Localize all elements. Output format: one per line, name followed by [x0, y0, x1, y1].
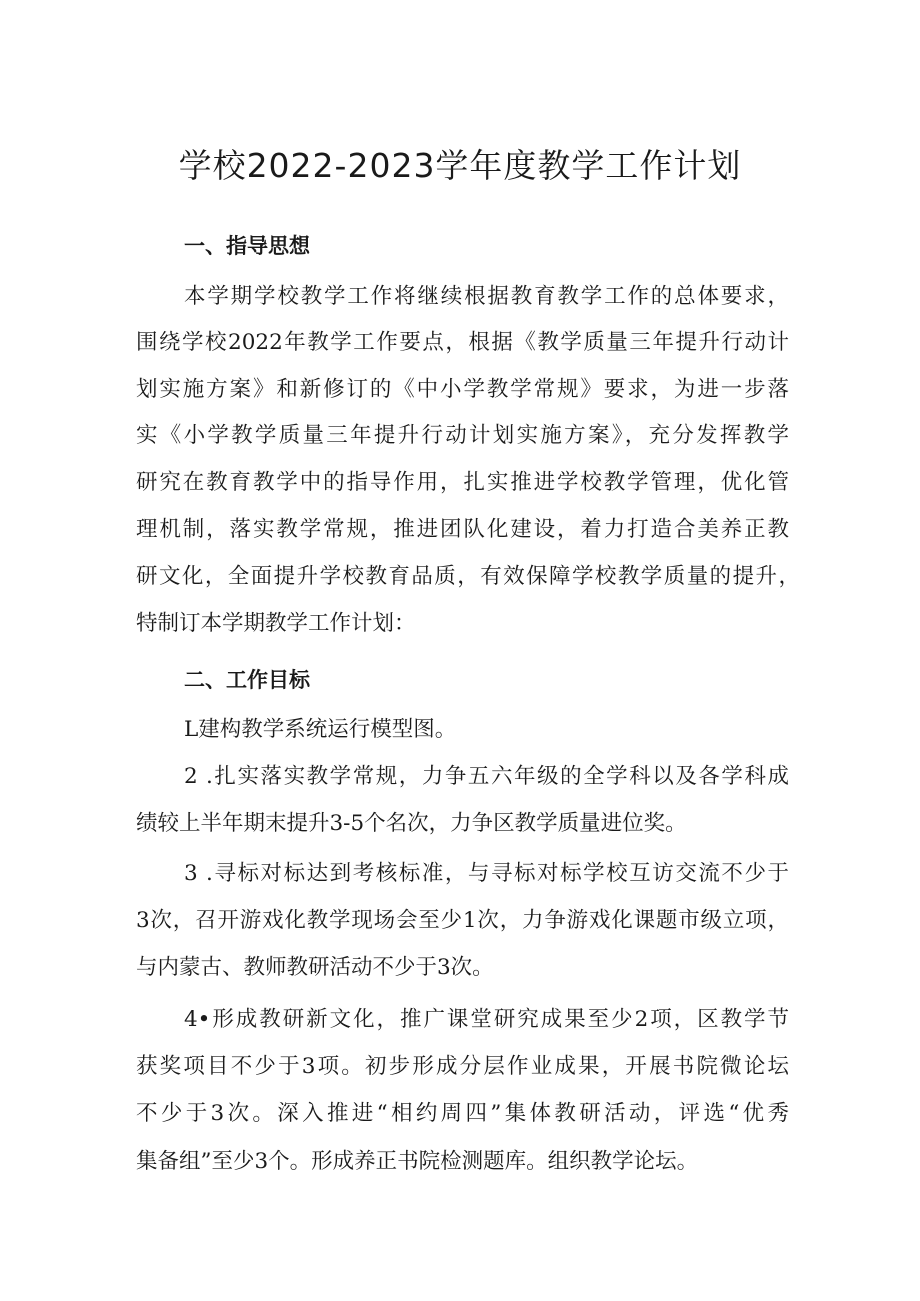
paragraph-line: 围绕学校2022年教学工作要点，根据《教学质量三年提升行动计 [136, 330, 789, 355]
goal-item-4-cont: 集备组”至少3个。形成养正书院检测题库。组织教学论坛。 [136, 1149, 699, 1174]
goal-item-4-cont: 不少于3次。深入推进“相约周四”集体教研活动，评选“优秀 [136, 1101, 789, 1126]
section-heading-work-goals: 二、工作目标 [184, 668, 310, 692]
goal-item-3: 3 .寻标对标达到考核标准，与寻标对标学校互访交流不少于 [184, 861, 789, 886]
section-heading-guiding-ideology: 一、指导思想 [184, 234, 310, 258]
paragraph-line: 特制订本学期教学工作计划： [136, 611, 416, 636]
goal-item-4: 4•形成教研新文化，推广课堂研究成果至少2项，区教学节 [184, 1007, 789, 1032]
paragraph-line: 研文化，全面提升学校教育品质，有效保障学校教学质量的提升， [136, 564, 800, 589]
goal-item-2: 2 .扎实落实教学常规，力争五六年级的全学科以及各学科成 [184, 764, 789, 789]
goal-item-3-cont: 与内蒙古、教师教研活动不少于3次。 [136, 955, 494, 980]
goal-item-3-cont: 3次，召开游戏化教学现场会至少1次，力争游戏化课题市级立项， [136, 908, 789, 933]
paragraph-line: 理机制，落实教学常规，推进团队化建设，着力打造合美养正教 [136, 517, 789, 542]
goal-item-4-cont: 获奖项目不少于3项。初步形成分层作业成果，开展书院微论坛 [136, 1054, 789, 1079]
paragraph-line: 研究在教育教学中的指导作用，扎实推进学校教学管理，优化管 [136, 470, 789, 495]
document-title: 学校2022-2023学年度教学工作计划 [178, 146, 742, 185]
paragraph-line: 划实施方案》和新修订的《中小学教学常规》要求，为进一步落 [136, 377, 789, 402]
paragraph-line: 本学期学校教学工作将继续根据教育教学工作的总体要求， [184, 284, 789, 309]
goal-item-2-cont: 绩较上半年期末提升3-5个名次，力争区教学质量进位奖。 [136, 811, 687, 836]
goal-item-1: L建构教学系统运行模型图。 [184, 717, 457, 742]
paragraph-line: 实《小学教学质量三年提升行动计划实施方案》，充分发挥教学 [136, 423, 789, 448]
